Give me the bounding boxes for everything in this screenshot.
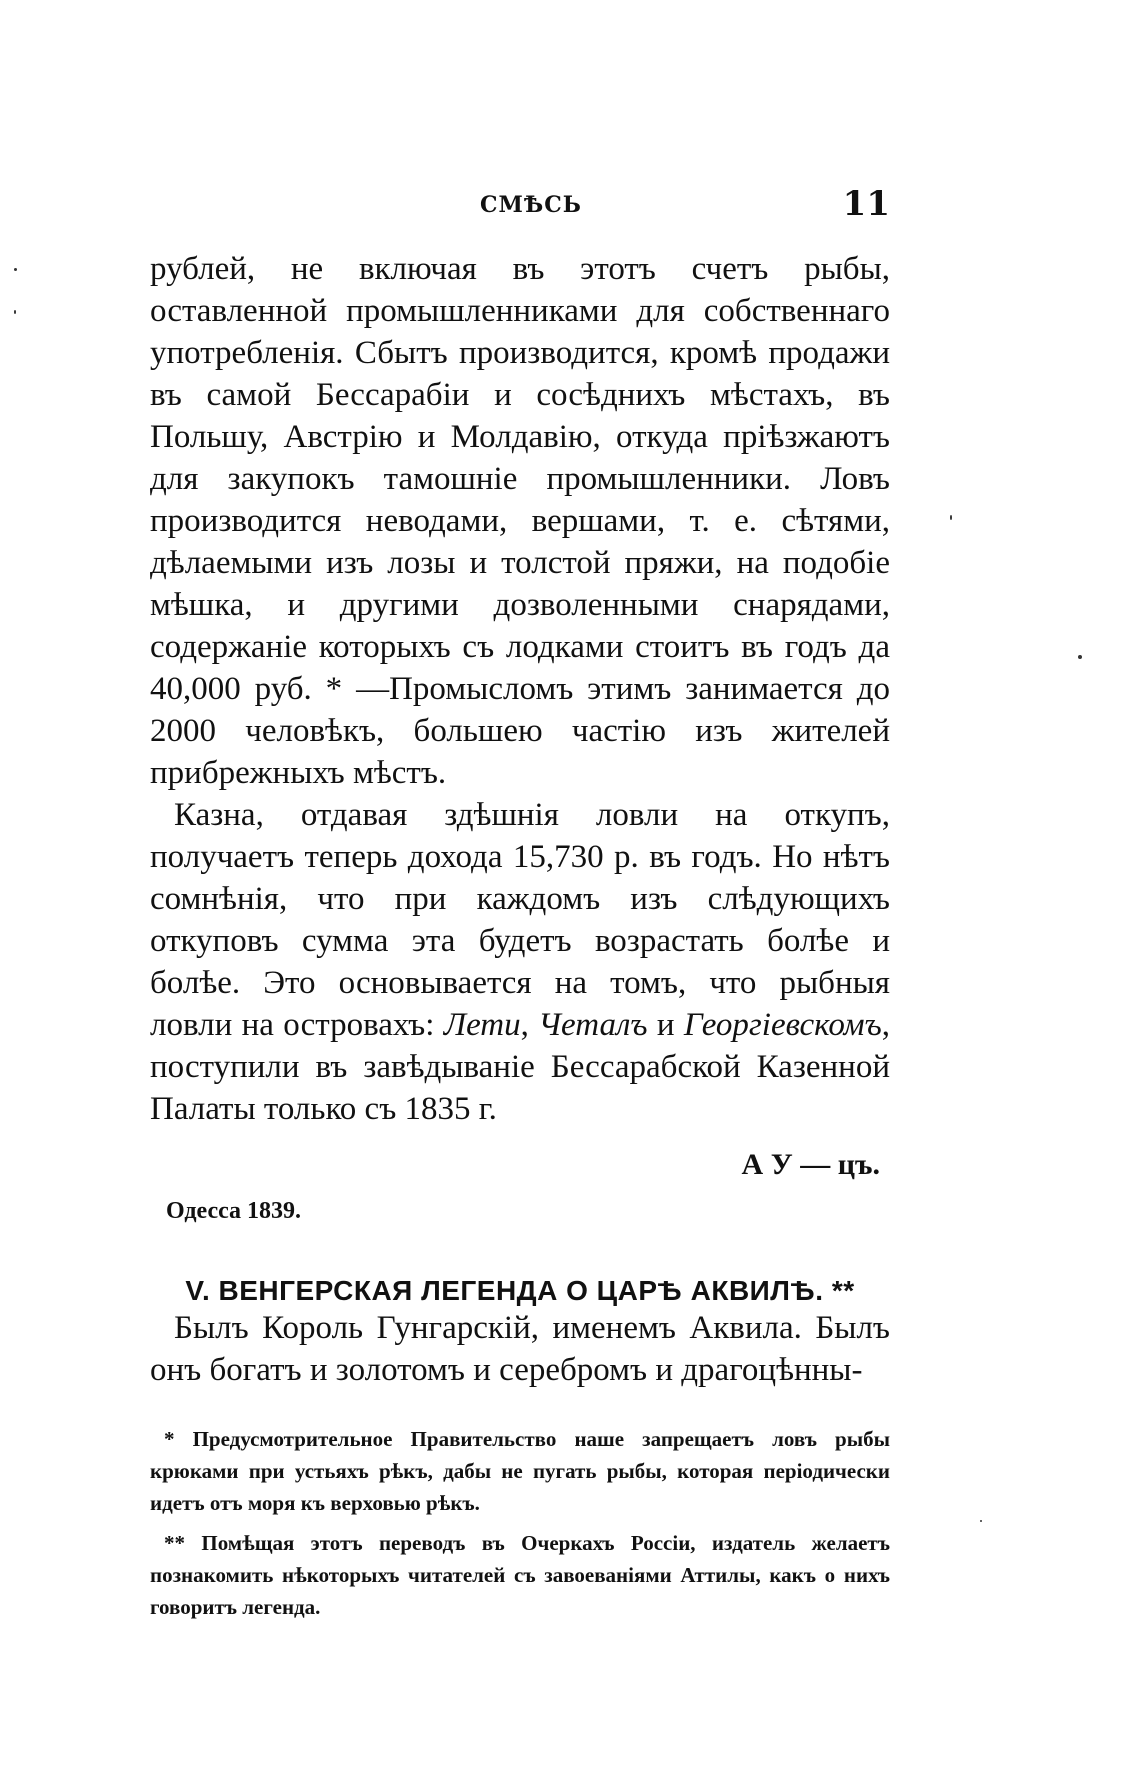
paragraph-2-sep-1: , [520, 1007, 539, 1043]
page-number: 11 [842, 184, 890, 224]
scan-speck [980, 1520, 982, 1522]
paragraph-1: рублей, не включая въ этотъ счетъ рыбы, оставленной промышленниками для собственнаго употребленія. Сбытъ производится, кромѣ продажи въ самой Бессарабіи и сосѣднихъ мѣстахъ, въ Польшу, Австрію и Молдавію, откуда пріѣзжаютъ для закупокъ тамошніе промышленники. Ловъ производится неводами, вершами, т. е. сѣтями, дѣлаемыми изъ лозы и толстой пряжи, на подобіе мѣшка, и другими дозволенными снарядами, содержаніе которыхъ съ лодками стоитъ въ годъ да 40,000 руб. * —Промысломъ этимъ занимается до 2000 человѣкъ, большею частію изъ жителей прибрежныхъ мѣстъ. [150, 251, 890, 791]
island-name-leti: Лети [443, 1007, 521, 1043]
footnote-1: * Предусмотрительное Правительство наше запрещаетъ ловъ рыбы крюками при устьяхъ рѣкъ, дабы не пугать рыбы, которая періодически идетъ отъ моря къ верховью рѣкъ. [150, 1427, 890, 1515]
page-body [150, 248, 890, 1623]
paragraph-2-sep-2: и [647, 1007, 684, 1043]
island-name-georgievsky: Георгіевскомъ [683, 1007, 882, 1043]
running-head: СМѢСЬ [480, 192, 582, 218]
paragraph-2 [150, 794, 890, 1130]
footnotes [150, 1417, 890, 1623]
scan-speck [14, 268, 17, 271]
section-heading: V. ВЕНГЕРСКАЯ ЛЕГЕНДА О ЦАРѢ АКВИЛѢ. ** [185, 1275, 855, 1306]
paragraph-2-text-b: , поступили въ завѣдываніе Бессарабской Казенной Палаты только съ 1835 г. [150, 1007, 890, 1127]
island-name-chetal: Четалъ [538, 1007, 648, 1043]
footnote-2: ** Помѣщая этотъ переводъ въ Очеркахъ Россіи, издатель желаетъ познакомить нѣкоторыхъ читателей съ завоеваніями Аттилы, какъ о нихъ говоритъ легенда. [150, 1531, 890, 1619]
place-date: Одесса 1839. [166, 1198, 302, 1224]
page-header [150, 184, 890, 232]
paragraph-2-text-a: Казна, отдавая здѣшнія ловли на откупъ, получаетъ теперь дохода 15,730 р. въ годъ. Но нѣтъ сомнѣнія, что при каждомъ изъ слѣдующихъ откуповъ сумма эта будетъ возрастать болѣе и болѣе. Это основывается на томъ, что рыбныя ловли на островахъ: [150, 797, 890, 1043]
scan-speck [1078, 655, 1082, 659]
paragraph-3: Былъ Король Гунгарскій, именемъ Аквила. Былъ онъ богатъ и золотомъ и серебромъ и драгоцѣнны- [150, 1310, 890, 1388]
scan-speck [14, 310, 16, 314]
author-signature: А У — цъ. [741, 1148, 880, 1181]
scan-speck [950, 515, 952, 520]
